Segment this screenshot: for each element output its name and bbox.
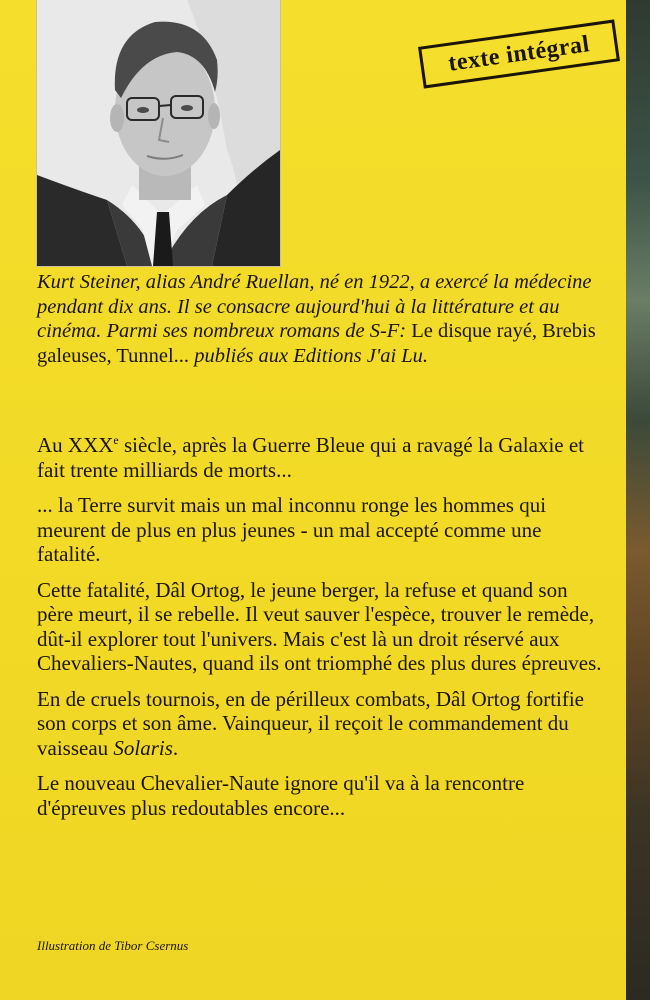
author-biography (37, 270, 597, 368)
blurb-paragraph (37, 428, 607, 482)
bio-publisher: publiés aux Editions J'ai Lu. (189, 344, 429, 367)
blurb-text: En de cruels tournois, en de périlleux combats, Dâl Ortog fortifie son corps et son âme. Vainqueur, il reçoit le commandement du vaisseau (37, 686, 585, 760)
blurb-paragraph (37, 687, 607, 761)
blurb-paragraph: ... la Terre survit mais un mal inconnu ronge les hommes qui meurent de plus en plus jeunes - un mal accepté comme une fatalité. (37, 493, 547, 566)
ship-name: Solaris (113, 735, 173, 760)
blurb (37, 428, 607, 831)
bio-text: Kurt Steiner, alias André Ruellan, né en 1922, a exercé la médecine pendant dix ans. Il se consacre aujourd'hui à la littérature et au cinéma. Parmi ses nombreux romans de S-F: (37, 271, 592, 342)
blurb-text: siècle, après la Guerre Bleue qui a ravagé la Galaxie et fait trente milliards de morts... (37, 433, 585, 482)
illustration-credit: Illustration de Tibor Csernus (37, 938, 189, 953)
blurb-text: . (172, 735, 179, 760)
blurb-text: Au XXX (37, 433, 114, 457)
author-photo (37, 0, 280, 266)
blurb-paragraph: Le nouveau Chevalier-Naute ignore qu'il va à la rencontre d'épreuves plus redoutables encore... (37, 771, 525, 820)
blurb-paragraph: Cette fatalité, Dâl Ortog, le jeune berger, la refuse et quand son père meurt, il se rebelle. Il veut sauver l'espèce, trouver le remède, dût-il explorer tout l'univers. Mais c'est là un droit réservé aux Chevaliers-Nautes, quand ils ont triomphé des plus dures épreuves. (37, 577, 602, 675)
century-superscript: e (113, 433, 119, 447)
author-portrait-image (37, 0, 280, 266)
full-text-badge: texte intégral (418, 19, 620, 88)
bio-titles: Le disque rayé, Brebis galeuses, Tunnel... (37, 320, 596, 367)
cover-illustration-edge (626, 0, 650, 1000)
